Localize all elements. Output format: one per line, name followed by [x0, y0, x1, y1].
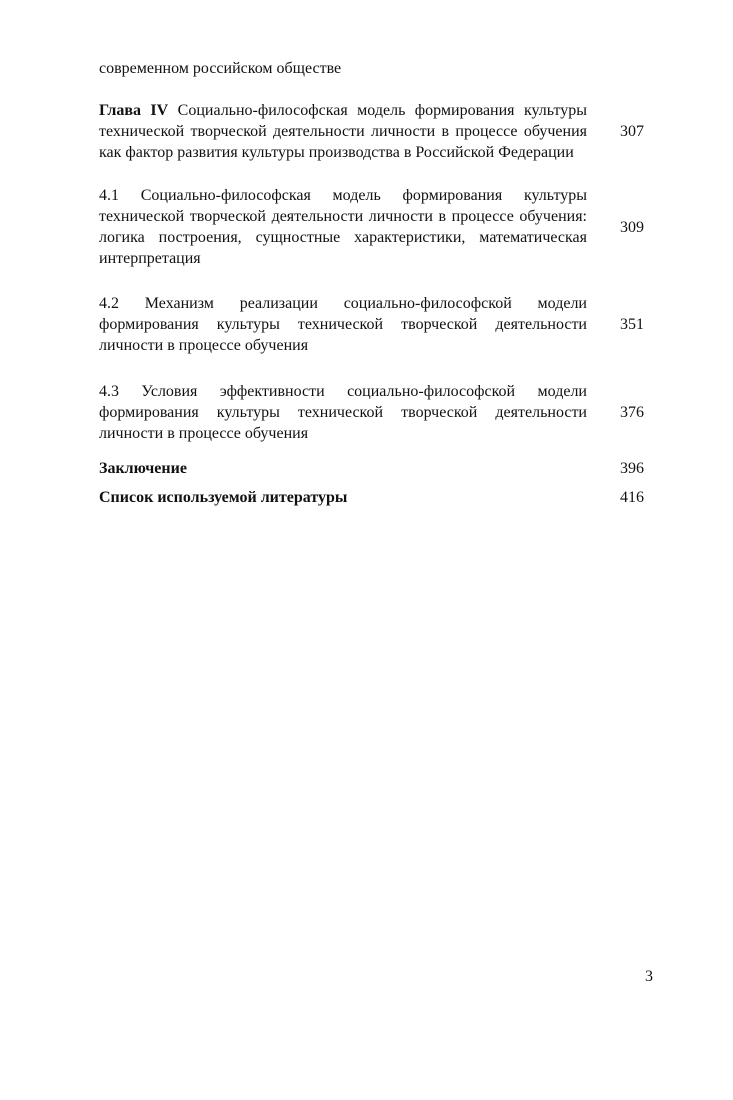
table-of-contents [99, 58, 644, 508]
toc-entry-text [99, 100, 587, 163]
chapter-title: Социально-философская модель формирования культуры технической творческой деятельности личности в процессе обучения как фактор развития культуры производства в Российской Федерации [99, 102, 588, 161]
toc-entry-4-2 [99, 293, 644, 356]
toc-page-number: 416 [620, 489, 644, 506]
page-number: 3 [645, 968, 653, 985]
toc-entry-4-1 [99, 185, 644, 269]
toc-entry-4-3 [99, 381, 644, 444]
toc-page-number: 307 [620, 123, 644, 140]
toc-entry-text: Заключение [99, 460, 187, 477]
toc-entry-references [99, 487, 644, 508]
toc-entry-text: 4.2 Механизм реализации социально-философской модели формирования культуры технической творческой деятельности личности в процессе обучения [99, 295, 587, 354]
toc-page-number: 351 [620, 316, 644, 333]
toc-carryover-line: современном российском обществе [99, 60, 342, 77]
toc-entry-chapter-4 [99, 100, 644, 163]
toc-page-number: 396 [620, 460, 644, 477]
toc-page-number: 376 [620, 404, 644, 421]
chapter-label: Глава IV [99, 102, 169, 119]
toc-entry-text: 4.1 Социально-философская модель формирования культуры технической творческой деятельности личности в процессе обучения: логика построения, сущностные характеристики, математическая интерпретация [99, 187, 587, 267]
toc-page-number: 309 [620, 218, 644, 236]
toc-entry-text: Список используемой литературы [99, 489, 348, 506]
toc-entry-conclusion [99, 458, 644, 479]
toc-entry-text: 4.3 Условия эффективности социально-философской модели формирования культуры технической творческой деятельности личности в процессе обучения [99, 383, 587, 442]
